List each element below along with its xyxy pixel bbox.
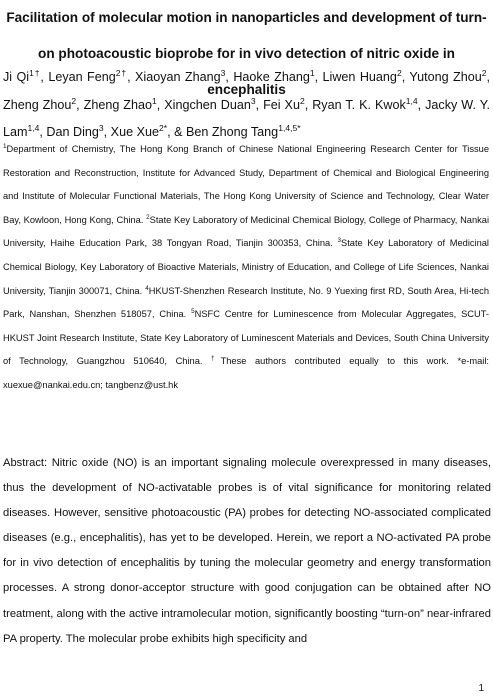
author: Dan Ding$^3$ (46, 122, 104, 139)
author: Yutong Zhou$^2$ (409, 67, 487, 84)
author: Liwen Huang$^2$ (322, 67, 402, 84)
author: & Ben Zhong Tang$^{1,4,5*}$ (174, 122, 301, 139)
contribution-note: These authors contributed equally to this work. *e-mail: xuexue@nankai.edu.cn; tangbenz@ust.hk (3, 356, 489, 390)
author-list: Ji $Qi^{1\dagger}$, Leyan Feng$^{2\dagger}$, Xiaoyan Zhang$^3$, Haoke Zhang$^1$, Liwen Huang$^2$, Yutong Zhou$^2$, Zheng Zhou$^2$, Zheng Zhao$^1$, Xingchen Duan$^3$, Fei Xu$^2$, Ryan T. K. Kwok$^{1,4}$, Jacky W. Y. Lam$^{1,4}$, Dan Ding$^3$, Xue Xue$^{2*}$, & Ben Zhong Tang$^{1,4,5*}$ (3, 67, 490, 139)
page-number: 1 (478, 683, 484, 694)
affiliation: Department of Chemistry, The Hong Kong Branch of Chinese National Engineering Research Center for Tissue Restoration and Reconstruction, Institute for Advanced Study, Department of Chemical and Biological Engineering and Institute of Molecular Functional Materials, The Hong Kong University of Science and Technology, Clear Water Bay, Kowloon, Hong Kong, China. (3, 144, 489, 225)
affiliations: $^1$Department of Chemistry, The Hong Kong Branch of Chinese National Engineering Research Center for Tissue Restoration and Reconstruction, Institute for Advanced Study, Department of Chemical and Biological Engineering and Institute of Molecular Functional Materials, The Hong Kong University of Science and Technology, Clear Water Bay, Kowloon, Hong Kong, China. $^2$State Key Laboratory of Medicinal Chemical Biology, College of Pharmacy, Nankai University, Haihe Education Park, 38 Tongyan Road, Tianjin 300353, China. $^3$State Key Laboratory of Medicinal Chemical Biology, Key Laboratory of Bioactive Materials, Ministry of Education, and College of Life Sciences, Nankai University, Tianjin 300071, China. $^4$HKUST-Shenzhen Research Institute, No. 9 Yuexing first RD, South Area, Hi-tech Park, Nanshan, Shenzhen 518057, China. $^5$NSFC Centre for Luminescence from Molecular Aggregates, SCUT-HKUST Joint Research Institute, State Key Laboratory of Luminescent Materials and Devices, South China University of Technology, Guangzhou 510640, China. †These authors contributed equally to this work. *e-mail: xuexue@nankai.edu.cn; tangbenz@ust.hk (3, 142, 490, 390)
author: Jacky W. Y. Lam$^{1,4}$ (3, 97, 490, 139)
author: Fei Xu$^2$ (263, 95, 305, 112)
author: Haoke Zhang$^1$ (233, 67, 315, 84)
affiliation: NSFC Centre for Luminescence from Molecular Aggregates, SCUT-HKUST Joint Research Institute, State Key Laboratory of Luminescent Materials and Devices, South China University of Technology, Guangzhou 510640, China. (3, 309, 490, 367)
author: Ji $Qi^{1\dagger}$ (3, 67, 41, 84)
affiliation: State Key Laboratory of Medicinal Chemical Biology, College of Pharmacy, Nankai University, Haihe Education Park, 38 Tongyan Road, Tianjin 300353, China. (3, 214, 490, 249)
affiliation: State Key Laboratory of Medicinal Chemical Biology, Key Laboratory of Bioactive Materials, Ministry of Education, and College of Life Sciences, Nankai University, Tianjin 300071, China. (3, 238, 490, 296)
paper-title: Facilitation of molecular motion in nanoparticles and development of turn-on photoacoustic bioprobe for in vivo detection of nitric oxide in encephalitis (6, 10, 487, 97)
author: Leyan Feng$^{2\dagger}$ (48, 67, 128, 84)
author: Xiaoyan Zhang$^3$ (135, 67, 226, 84)
abstract: Abstract: Nitric oxide (NO) is an important signaling molecule overexpressed in many diseases, thus the development of NO-activatable probes is of vital significance for monitoring related diseases. However, sensitive photoacoustic (PA) probes for detecting NO-associated complicated diseases (e.g., encephalitis), has yet to be developed. Herein, we report a NO-activated PA probe for in vivo detection of encephalitis by tuning the molecular geometry and energy transformation processes. A strong donor-acceptor structure with good conjugation can be obtained after NO treatment, along with the active intramolecular motion, significantly boosting “turn-on” near-infrared PA property. The molecular probe exhibits high specificity and (3, 457, 491, 645)
author: Xingchen Duan$^3$ (164, 95, 256, 112)
author: Ryan T. K. Kwok$^{1,4}$ (312, 95, 418, 112)
author: Zheng Zhou$^2$ (3, 95, 77, 112)
author: Zheng Zhao$^1$ (83, 95, 157, 112)
author: Xue Xue$^{2*}$ (110, 122, 168, 139)
affiliation: HKUST-Shenzhen Research Institute, No. 9 Yuexing first RD, South Area, Hi-tech Park, Nanshan, Shenzhen 518057, China. (3, 285, 490, 320)
